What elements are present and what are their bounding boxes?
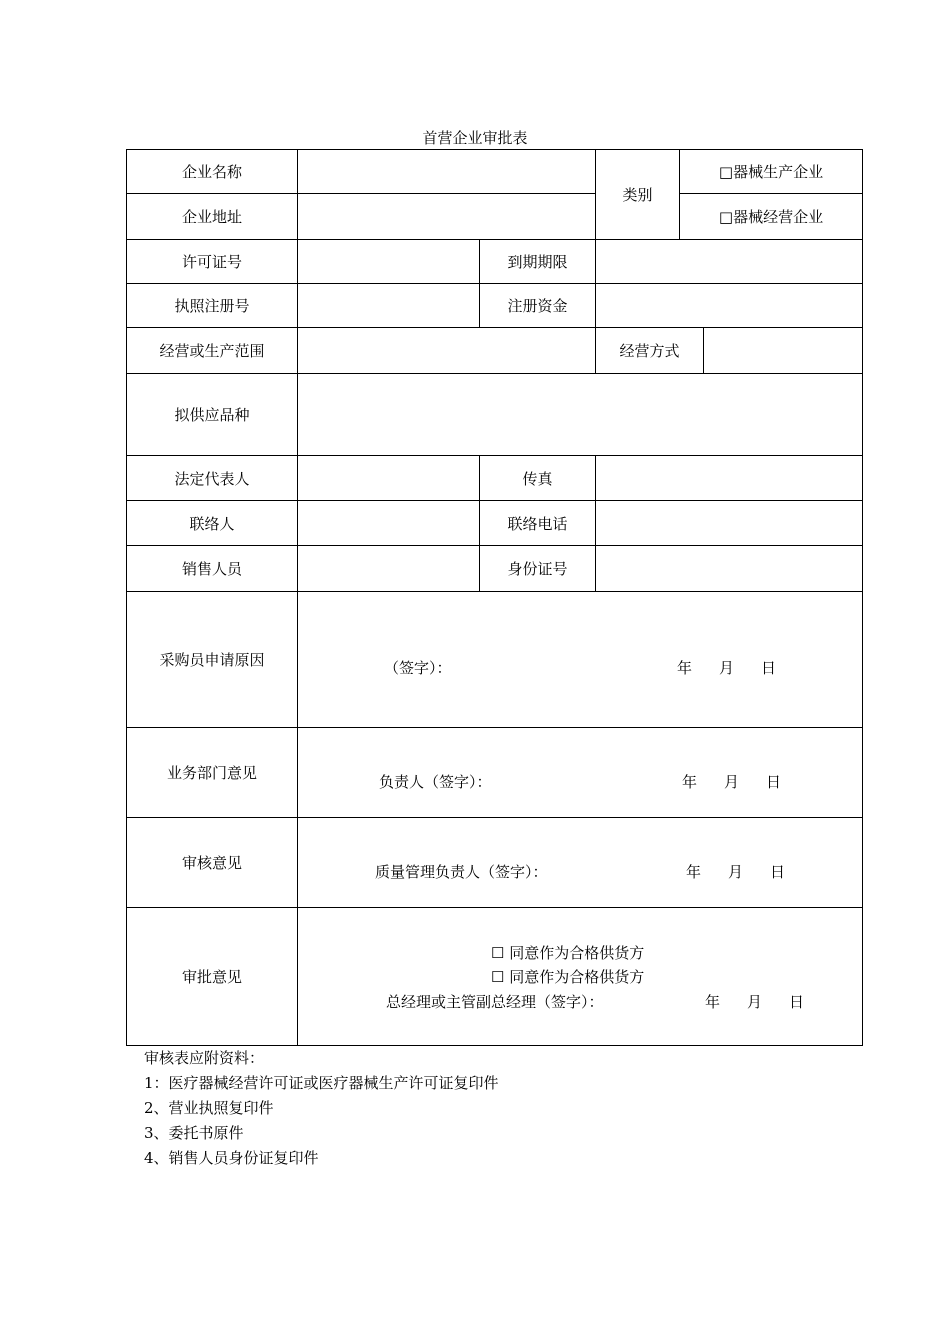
buyer-date-day: 日 (761, 659, 777, 677)
label-biz-mode: 经营方式 (619, 342, 680, 360)
notes-item: 1：医疗器械经营许可证或医疗器械生产许可证复印件 (144, 1074, 499, 1092)
quality-date-month: 月 (728, 863, 744, 881)
reg-no-field[interactable] (298, 284, 479, 327)
label-company-address: 企业地址 (181, 208, 242, 226)
label-id-no: 身份证号 (507, 560, 568, 578)
label-license-no: 许可证号 (181, 253, 242, 271)
dept-date-year: 年 (682, 773, 698, 791)
company-address-field[interactable] (298, 194, 595, 239)
label-fax: 传真 (522, 469, 553, 488)
license-no-field[interactable] (298, 240, 479, 283)
label-sales: 销售人员 (181, 560, 242, 578)
reg-capital-field[interactable] (596, 284, 862, 327)
sales-field[interactable] (298, 546, 479, 591)
company-name-field[interactable] (298, 150, 595, 193)
attachments-notes (144, 1046, 499, 1171)
label-company-name: 企业名称 (181, 163, 242, 181)
label-buyer-reason: 采购员申请原因 (159, 651, 265, 669)
category-option-manufacturer[interactable]: □器械生产企业 (718, 163, 824, 181)
form-title: 首营企业审批表 (422, 129, 528, 147)
label-approval-opinion: 审批意见 (181, 968, 242, 986)
dept-signature-label: 负责人（签字）： (379, 773, 492, 791)
biz-mode-field[interactable] (704, 328, 862, 373)
gm-date-day: 日 (789, 993, 805, 1011)
dept-date-month: 月 (724, 773, 740, 791)
label-products: 拟供应品种 (174, 406, 250, 424)
contact-phone-field[interactable] (596, 501, 862, 545)
gm-signature-label: 总经理或主管副总经理（签字）： (386, 993, 604, 1011)
legal-rep-field[interactable] (298, 456, 479, 500)
label-legal-rep: 法定代表人 (174, 469, 250, 488)
label-reg-no: 执照注册号 (174, 297, 250, 315)
label-contact: 联络人 (189, 514, 235, 533)
buyer-date-month: 月 (719, 659, 735, 677)
buyer-date-year: 年 (677, 659, 693, 677)
quality-date-year: 年 (686, 863, 702, 881)
dept-date-day: 日 (766, 773, 782, 791)
label-dept-opinion: 业务部门意见 (166, 764, 257, 782)
buyer-signature-label: （签字）： (384, 659, 452, 677)
label-expiry: 到期期限 (507, 253, 568, 271)
notes-item: 3、委托书原件 (144, 1124, 244, 1142)
contact-field[interactable] (298, 501, 479, 545)
gm-date-year: 年 (705, 993, 721, 1011)
notes-item: 2、营业执照复印件 (144, 1099, 274, 1117)
notes-item: 4、销售人员身份证复印件 (144, 1149, 319, 1167)
label-reg-capital: 注册资金 (507, 297, 568, 315)
fax-field[interactable] (596, 456, 862, 500)
products-field[interactable] (298, 374, 862, 455)
quality-date-day: 日 (770, 863, 786, 881)
expiry-field[interactable] (596, 240, 862, 283)
id-no-field[interactable] (596, 546, 862, 591)
label-contact-phone: 联络电话 (507, 514, 568, 533)
label-scope: 经营或生产范围 (159, 342, 265, 360)
label-category: 类别 (622, 186, 653, 204)
approval-option-1[interactable]: ☐ 同意作为合格供货方 (491, 944, 645, 962)
quality-signature-label: 质量管理负责人（签字）： (375, 863, 548, 881)
category-option-distributor[interactable]: □器械经营企业 (718, 208, 824, 226)
label-review-opinion: 审核意见 (181, 854, 242, 872)
approval-option-2[interactable]: ☐ 同意作为合格供货方 (491, 968, 645, 986)
notes-heading: 审核表应附资料： (144, 1049, 265, 1067)
gm-date-month: 月 (747, 993, 763, 1011)
scope-field[interactable] (298, 328, 595, 373)
